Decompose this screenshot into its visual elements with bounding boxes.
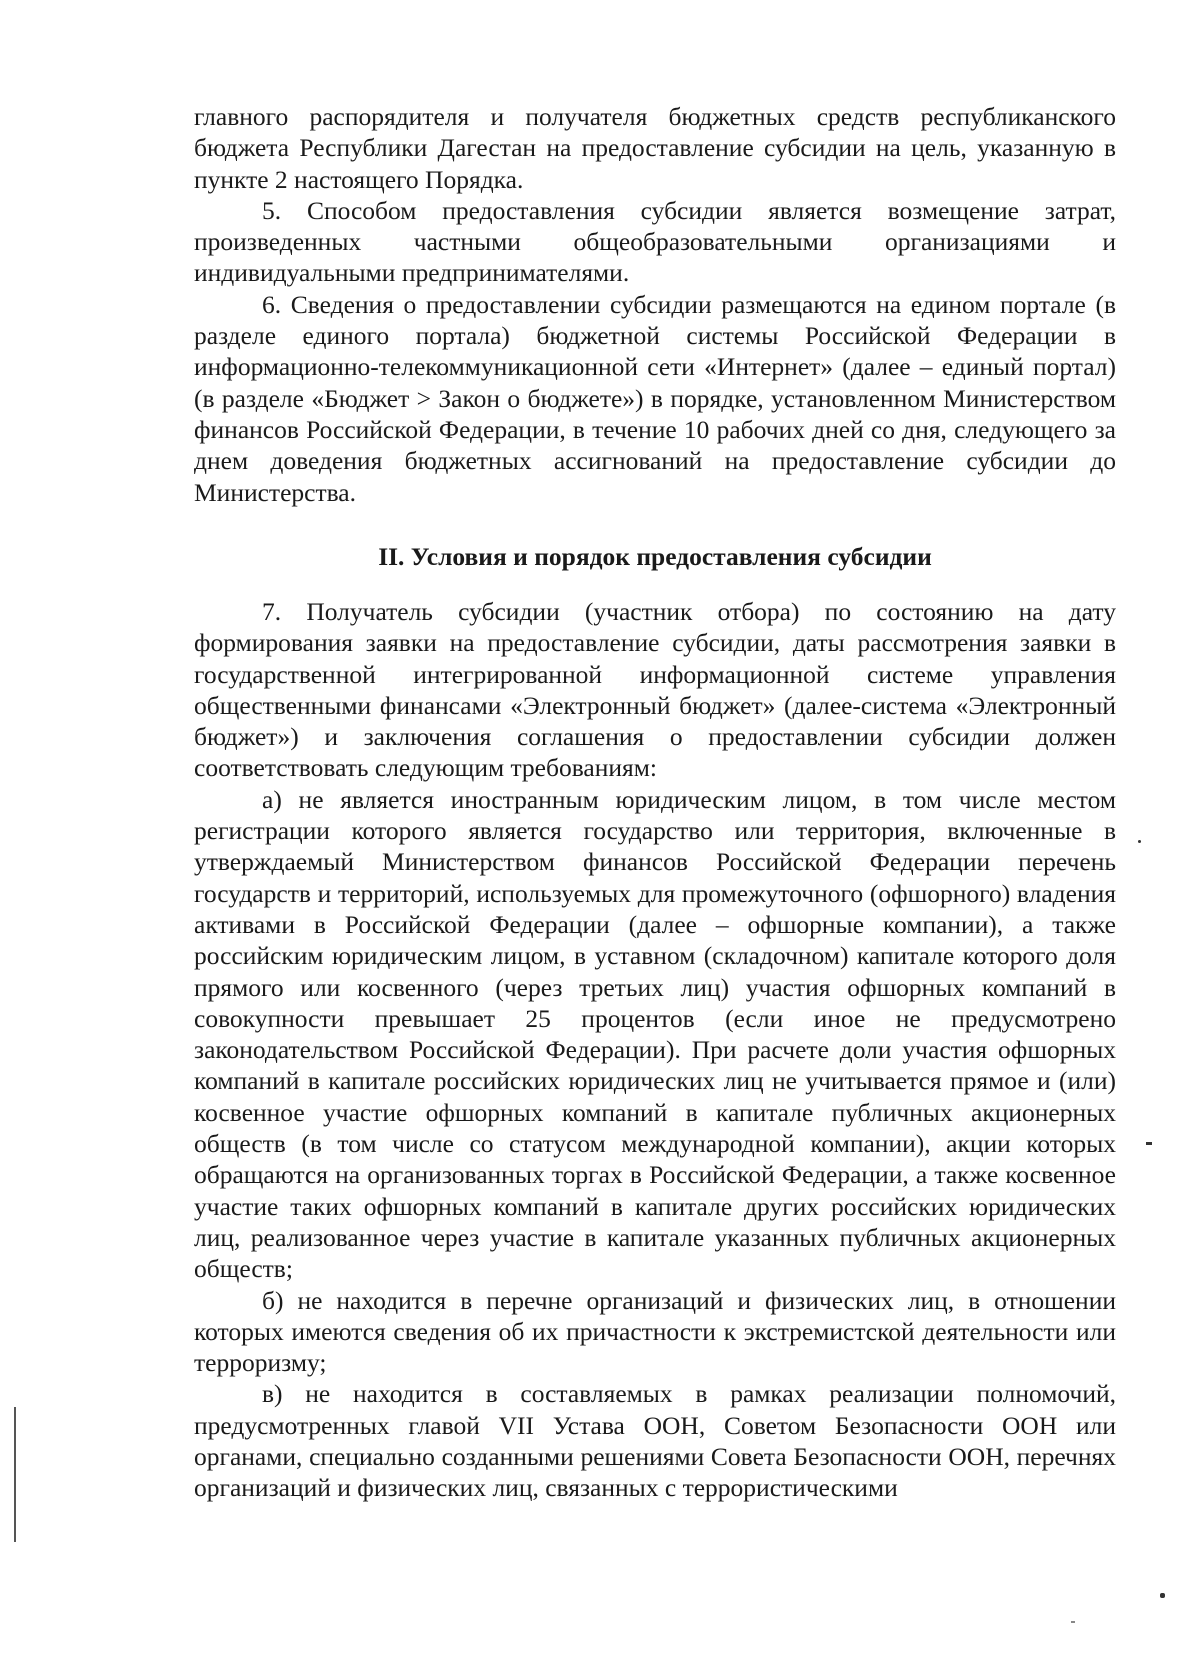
scan-artifact: [1138, 840, 1141, 843]
paragraph-item-7: 7. Получатель субсидии (участник отбора) по состоянию на дату формирования заявки на предоставление субсидии, даты рассмотрения заявки в государственной интегрированной информационной системе управления общественными финансами «Электронный бюджет» (далее-система «Электронный бюджет») и заключения соглашения о предоставлении субсидии должен соответствовать следующим требованиям:: [194, 597, 1116, 783]
paragraph-item-6: 6. Сведения о предоставлении субсидии размещаются на едином портале (в разделе единого портала) бюджетной системы Российской Федерации в информационно-телекоммуникационной сети «Интернет» (далее – единый портал) (в разделе «Бюджет > Закон о бюджете») в порядке, установленном Министерством финансов Российской Федерации, в течение 10 рабочих дней со дня, следующего за днем доведения бюджетных ассигнований на предоставление субсидии до Министерства.: [194, 289, 1116, 507]
paragraph-subitem-b: б) не находится в перечне организаций и физических лиц, в отношении которых имеются сведения об их причастности к экстремистской деятельности или терроризму;: [194, 1285, 1116, 1378]
scan-artifact: [1146, 1142, 1152, 1145]
section-heading: II. Условия и порядок предоставления субсидии: [378, 542, 932, 571]
paragraph-continuation: главного распорядителя и получателя бюджетных средств республиканского бюджета Республики Дагестан на предоставление субсидии на цель, указанную в пункте 2 настоящего Порядка.: [194, 102, 1116, 194]
paragraph-subitem-a: а) не является иностранным юридическим лицом, в том числе местом регистрации которого является государство или территория, включенные в утверждаемый Министерством финансов Российской Федерации перечень государств и территорий, используемых для промежуточного (офшорного) владения активами в Российской Федерации (далее – офшорные компании), а также российским юридическим лицом, в уставном (складочном) капитале которого доля прямого или косвенного (через третьих лиц) участия офшорных компаний в совокупности превышает 25 процентов (если иное не предусмотрено законодательством Российской Федерации). При расчете доли участия офшорных компаний в капитале российских юридических лиц не учитывается прямое и (или) косвенное участие офшорных компаний в капитале публичных акционерных обществ (в том числе со статусом международной компании), акции которых обращаются на организованных торгах в Российской Федерации, а также косвенное участие таких офшорных компаний в капитале других российских юридических лиц, реализованное через участие в капитале указанных публичных акционерных обществ;: [194, 784, 1116, 1284]
paragraph-subitem-v: в) не находится в составляемых в рамках реализации полномочий, предусмотренных главой VII Устава ООН, Советом Безопасности ООН или органами, специально созданными решениями Совета Безопасности ООН, перечнях организаций и физических лиц, связанных с террористическими: [194, 1379, 1116, 1503]
scan-artifact: [1160, 1593, 1165, 1598]
scan-margin-line: [14, 1407, 16, 1542]
text-block-top: [194, 101, 1116, 508]
paragraph-item-5: 5. Способом предоставления субсидии является возмещение затрат, произведенных частными общеобразовательными организациями и индивидуальными предпринимателями.: [194, 195, 1116, 288]
scan-artifact: [1071, 1621, 1075, 1623]
text-block-bottom: [194, 596, 1116, 1504]
